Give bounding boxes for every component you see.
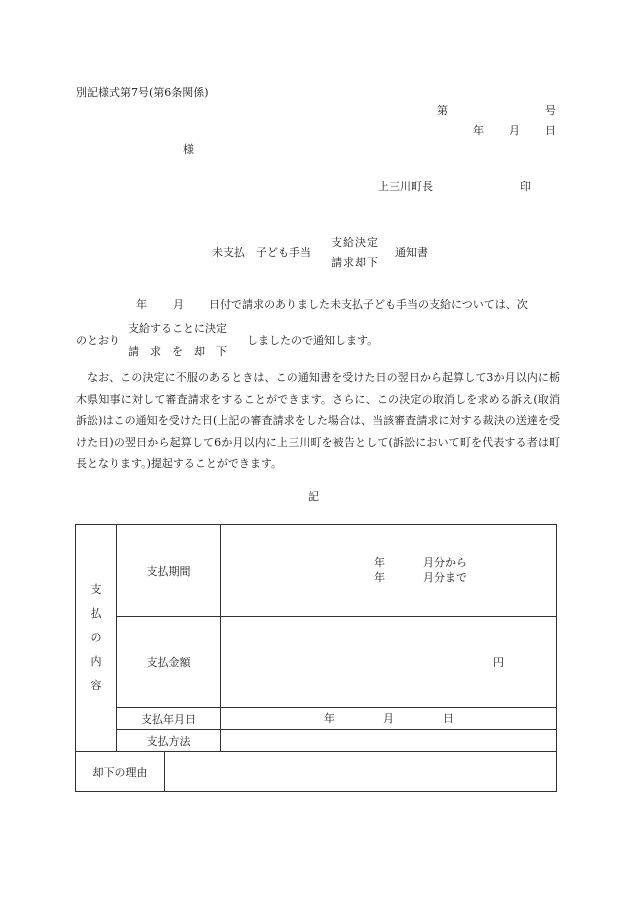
date-month: 月 (509, 124, 520, 137)
title-left: 未支払 子ども手当 (212, 246, 311, 259)
title-option-rejection: 請求却下 (331, 256, 379, 269)
date-day: 日 (545, 124, 556, 137)
payment-content-side-label: 支 払 の 内 容 (76, 525, 117, 752)
period-from-year: 年 (374, 556, 385, 569)
rejection-reason-value (165, 752, 557, 792)
payment-method-value (221, 730, 557, 752)
payment-date-year: 年 (324, 711, 335, 725)
payment-date-value (221, 708, 557, 730)
issuer-name: 上三川町長 (378, 180, 433, 193)
rejection-reason-label: 却下の理由 (76, 752, 165, 792)
title-option-decision: 支給決定 (331, 236, 379, 249)
number-prefix: 第 (437, 104, 448, 117)
payment-period-value (221, 525, 557, 617)
period-to-year: 年 (374, 571, 385, 584)
payment-method-label: 支払方法 (117, 730, 221, 752)
p1-year: 年 (136, 298, 147, 311)
p1-prefix: のとおり (76, 334, 120, 347)
number-suffix: 号 (545, 104, 556, 117)
addressee-suffix: 様 (183, 143, 194, 156)
payment-period-label: 支払期間 (117, 525, 221, 617)
p1-suffix: しましたので通知します。 (247, 334, 379, 347)
amount-unit: 円 (493, 656, 504, 669)
p1-option-decision: 支給することに決定 (128, 322, 227, 335)
period-to-text: 月分まで (423, 571, 467, 584)
payment-date-label: 支払年月日 (117, 708, 221, 730)
payment-amount-value (221, 617, 557, 708)
date-year: 年 (473, 124, 484, 137)
p1-month: 月 (173, 298, 184, 311)
title-right: 通知書 (395, 246, 428, 259)
payment-date-month: 月 (383, 711, 394, 725)
record-mark: 記 (308, 490, 319, 503)
p1-option-rejection: 請 求 を 却 下 (128, 345, 227, 358)
form-number: 別記様式第7号(第6条関係) (76, 86, 209, 99)
appeal-notice-paragraph: なお、この決定に不服のあるときは、この通知書を受けた日の翌日から起算して3か月以内に栃木県知事に対して審査請求をすることができます。さらに、この決定の取消しを求める訴え(取消訴訟)はこの通知を受けた日(上記の審査請求をした場合は、当該審査請求に対する裁決の送達を受けた日)の翌日から起算して6か月以内に上三川町を被告として(訴訟において町を代表する者は町長となります。)提起することができます。 (76, 371, 560, 470)
payment-amount-label: 支払金額 (117, 617, 221, 708)
payment-date-day: 日 (443, 711, 454, 725)
payment-details-table (75, 524, 557, 792)
p1-text: 日付で請求のありました未支払子ども手当の支給については、次 (209, 298, 528, 311)
seal-mark: 印 (520, 180, 531, 193)
period-from-text: 月分から (423, 556, 467, 569)
